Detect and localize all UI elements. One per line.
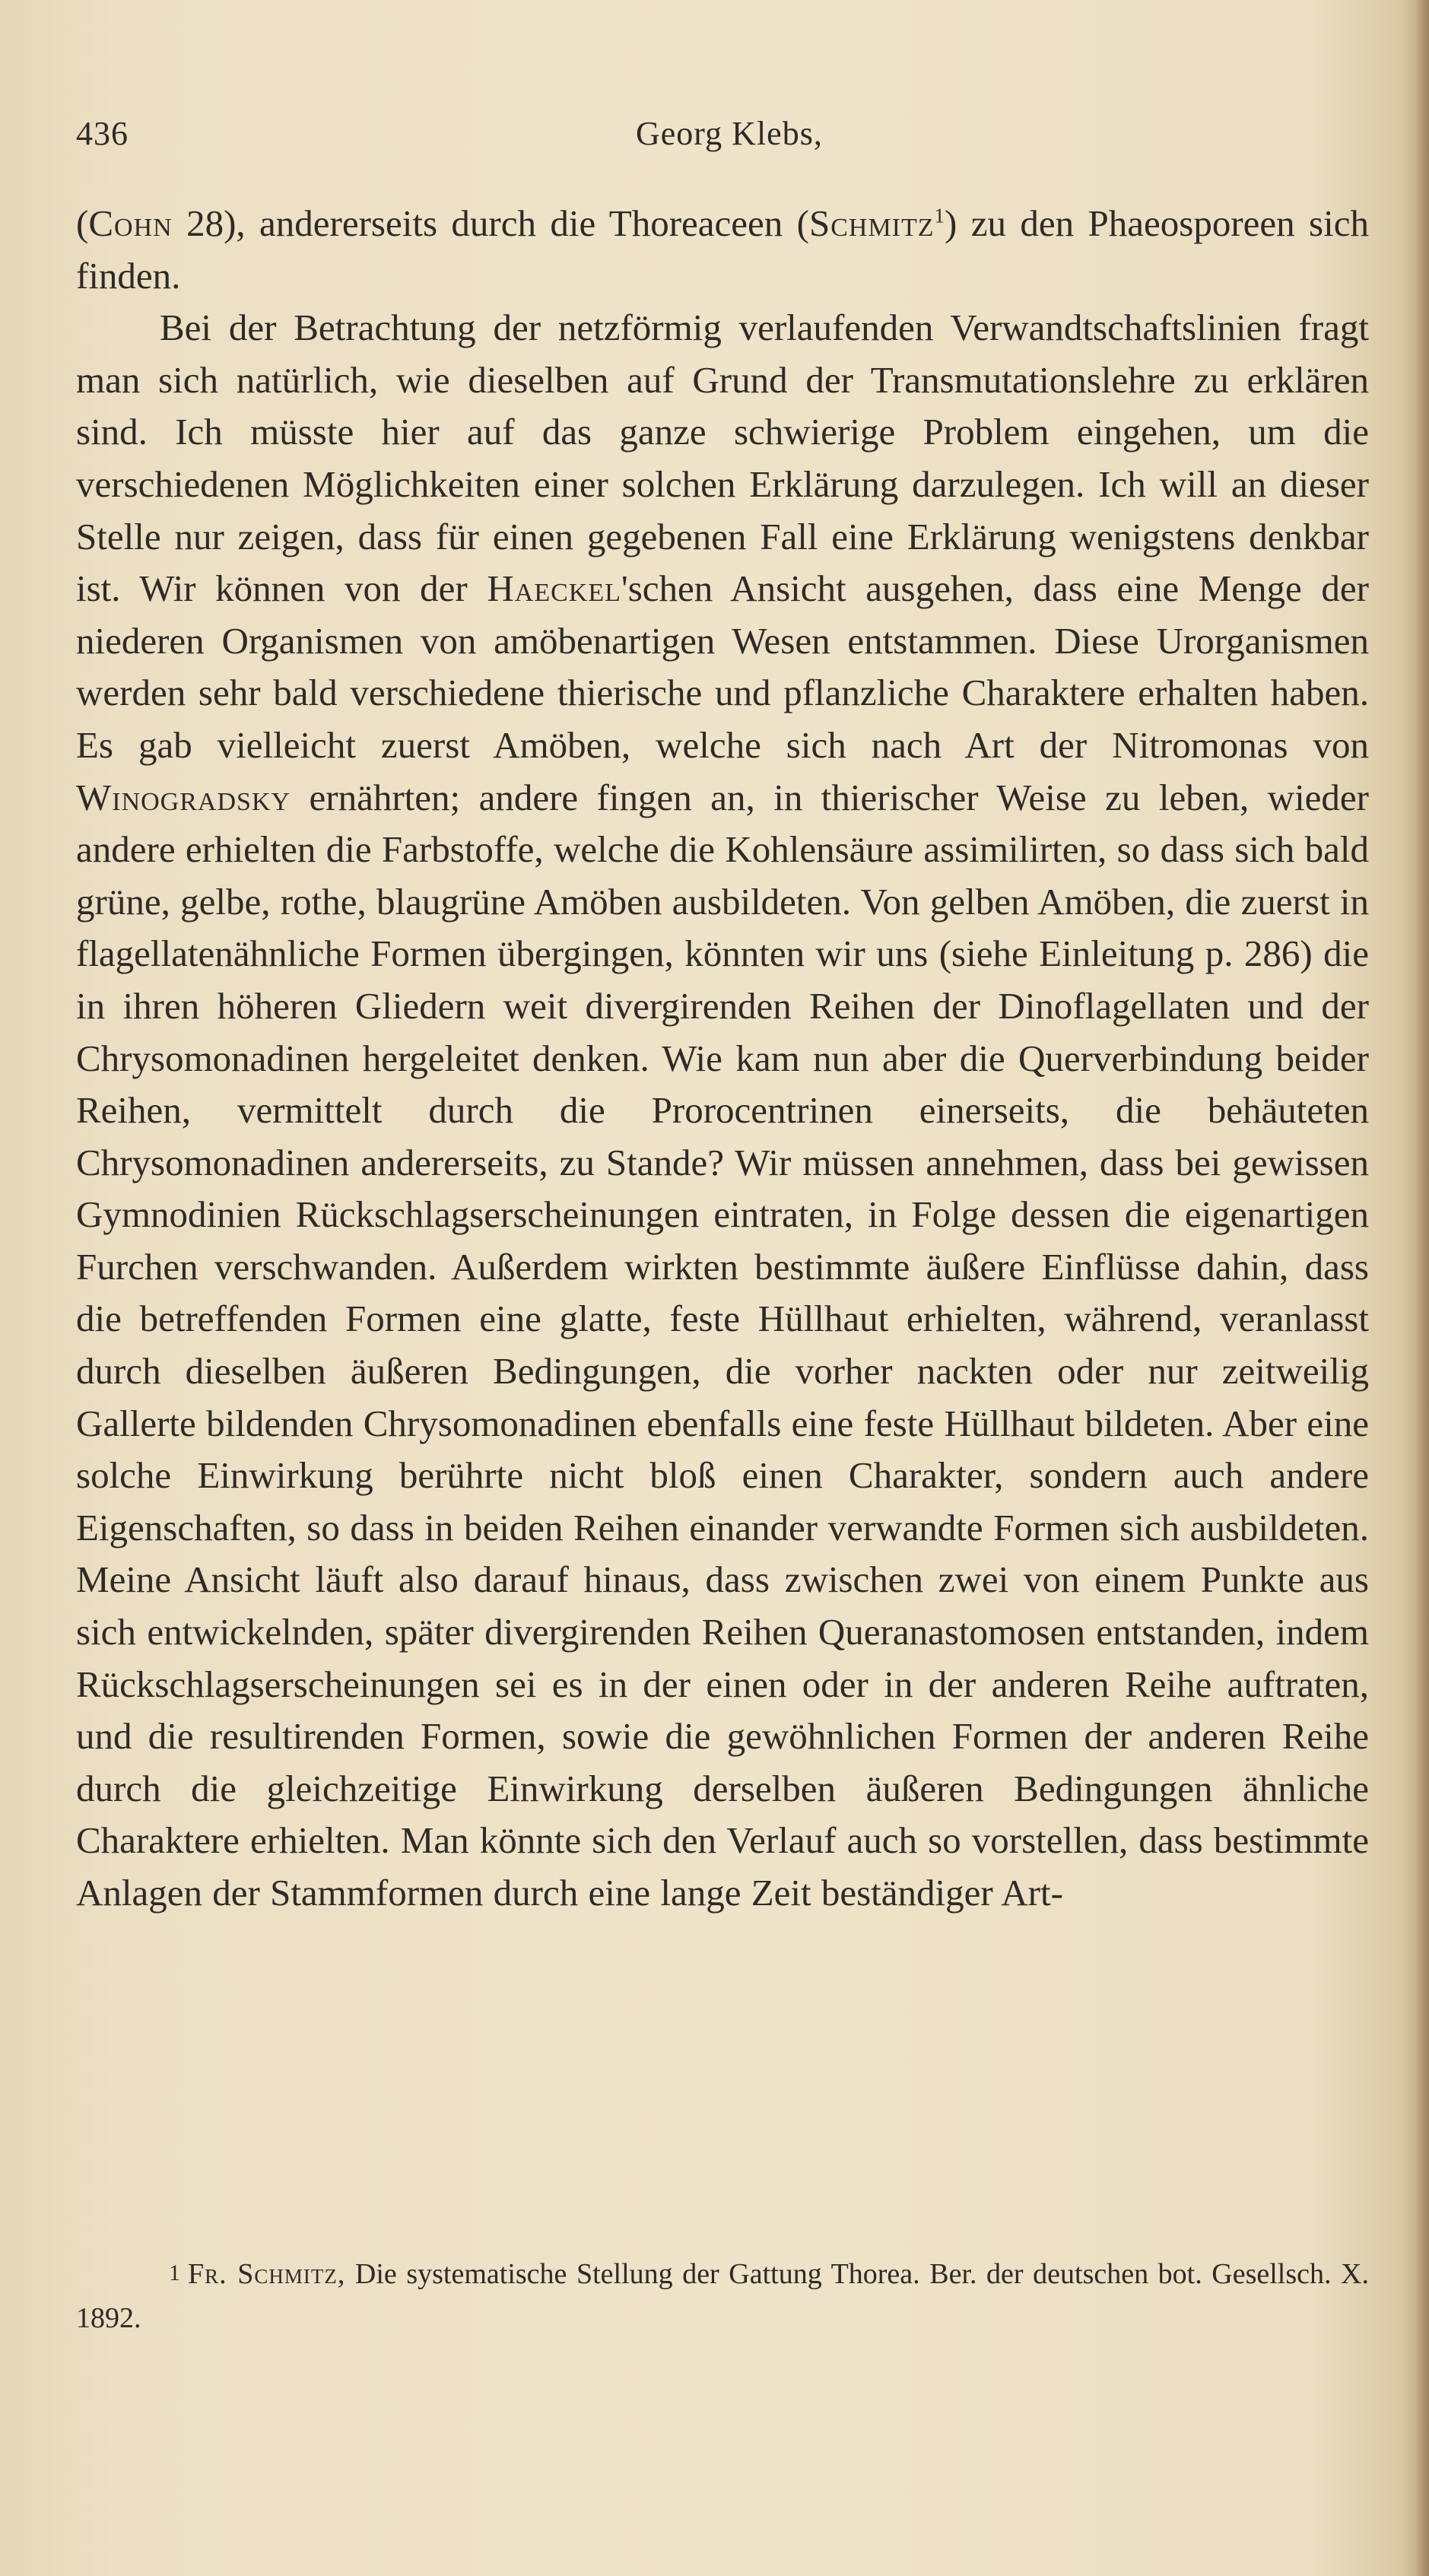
footnote-text: Die systematische Stellung der Gattung Thorea. Ber. der deutschen bot. Gesellsch. X. 1892. <box>76 2258 1370 2334</box>
text-run: 28), andererseits durch die Thoreaceen ( <box>172 202 809 244</box>
footnote-author: Fr. Schmitz, <box>188 2258 346 2290</box>
text-run: Bei der Betrachtung der netzförmig verlaufenden Verwandtschaftslinien fragt man sich natürlich, wie dieselben auf Grund der Transmutationslehre zu erklären sind. Ich müsste hier auf das ganze schwierige Problem eingehen, um die verschiedenen Möglichkeiten einer solchen Erklärung darzulegen. Ich will an dieser Stelle nur zeigen, dass für einen gegebenen Fall eine Erklärung wenigstens denkbar ist. Wir können von der <box>76 307 1369 610</box>
page-edge-shadow <box>1415 0 1429 2576</box>
text-run: ( <box>76 202 89 244</box>
author-name-schmitz: Schmitz <box>808 202 935 244</box>
page-number: 436 <box>76 115 129 152</box>
text-run: 'schen Ansicht ausgehen, dass eine Menge der niederen Organismen von amöbenartigen Wesen entstammen. Diese Urorganismen werden sehr bald verschiedene thierische und pflanzliche Charaktere erhalten haben. Es gab vielleicht zuerst Amöben, welche sich nach Art der Nitromonas von <box>76 567 1369 766</box>
paragraph-2 <box>76 302 1369 1919</box>
paragraph-1 <box>76 198 1369 302</box>
author-name-cohn: Cohn <box>88 202 173 244</box>
footnote-mark: 1 <box>169 2260 180 2285</box>
main-text <box>76 198 1369 1920</box>
footnote <box>76 2251 1369 2340</box>
author-name-winogradsky: Winogradsky <box>76 776 291 818</box>
running-head: Georg Klebs, <box>636 115 823 152</box>
author-name-haeckel: Haeckel <box>487 567 621 610</box>
page-header <box>76 114 1369 167</box>
text-run: ) zu den Phaeosporeen sich finden. <box>76 202 1369 297</box>
text-run: ernährten; andere fingen an, in thierischer Weise zu leben, wieder andere erhielten die Farbstoffe, welche die Kohlensäure assimilirten, so dass sich bald grüne, gelbe, rothe, blaugrüne Amöben ausbildeten. Von gelben Amöben, die zuerst in flagellatenähnliche Formen übergingen, könnten wir uns (siehe Einleitung p. 286) die in ihren höheren Gliedern weit divergirenden Reihen der Dinoflagellaten und der Chrysomonadinen hergeleitet denken. Wie kam nun aber die Querverbindung beider Reihen, vermittelt durch die Prorocentrinen einerseits, die behäuteten Chrysomonadinen andererseits, zu Stande? Wir müssen annehmen, dass bei gewissen Gymnodinien Rückschlagserscheinungen eintraten, in Folge dessen die eigenartigen Furchen verschwanden. Außerdem wirkten bestimmte äußere Einflüsse dahin, dass die betreffenden Formen eine glatte, feste Hüllhaut erhielten, während, veranlasst durch dieselben äußeren Bedingungen, die vorher nackten oder nur zeitweilig Gallerte bildenden Chrysomonadinen ebenfalls eine feste Hüllhaut bildeten. Aber eine solche Einwirkung berührte nicht bloß einen Charakter, sondern auch andere Eigenschaften, so dass in beiden Reihen einander verwandte Formen sich ausbildeten. Meine Ansicht läuft also darauf hinaus, dass zwischen zwei von einem Punkte aus sich entwickelnden, später divergirenden Reihen Queranastomosen entstanden, indem Rückschlagserscheinungen sei es in der einen oder in der anderen Reihe auftraten, und die resultirenden Formen, sowie die gewöhnlichen Formen der anderen Reihe durch die gleichzeitige Einwirkung derselben äußeren Bedingungen ähnliche Charaktere erhielten. Man könnte sich den Verlauf auch so vorstellen, dass bestimmte Anlagen der Stammformen durch eine lange Zeit beständiger Art- <box>76 776 1369 1914</box>
footnote-reference: 1 <box>934 204 945 227</box>
